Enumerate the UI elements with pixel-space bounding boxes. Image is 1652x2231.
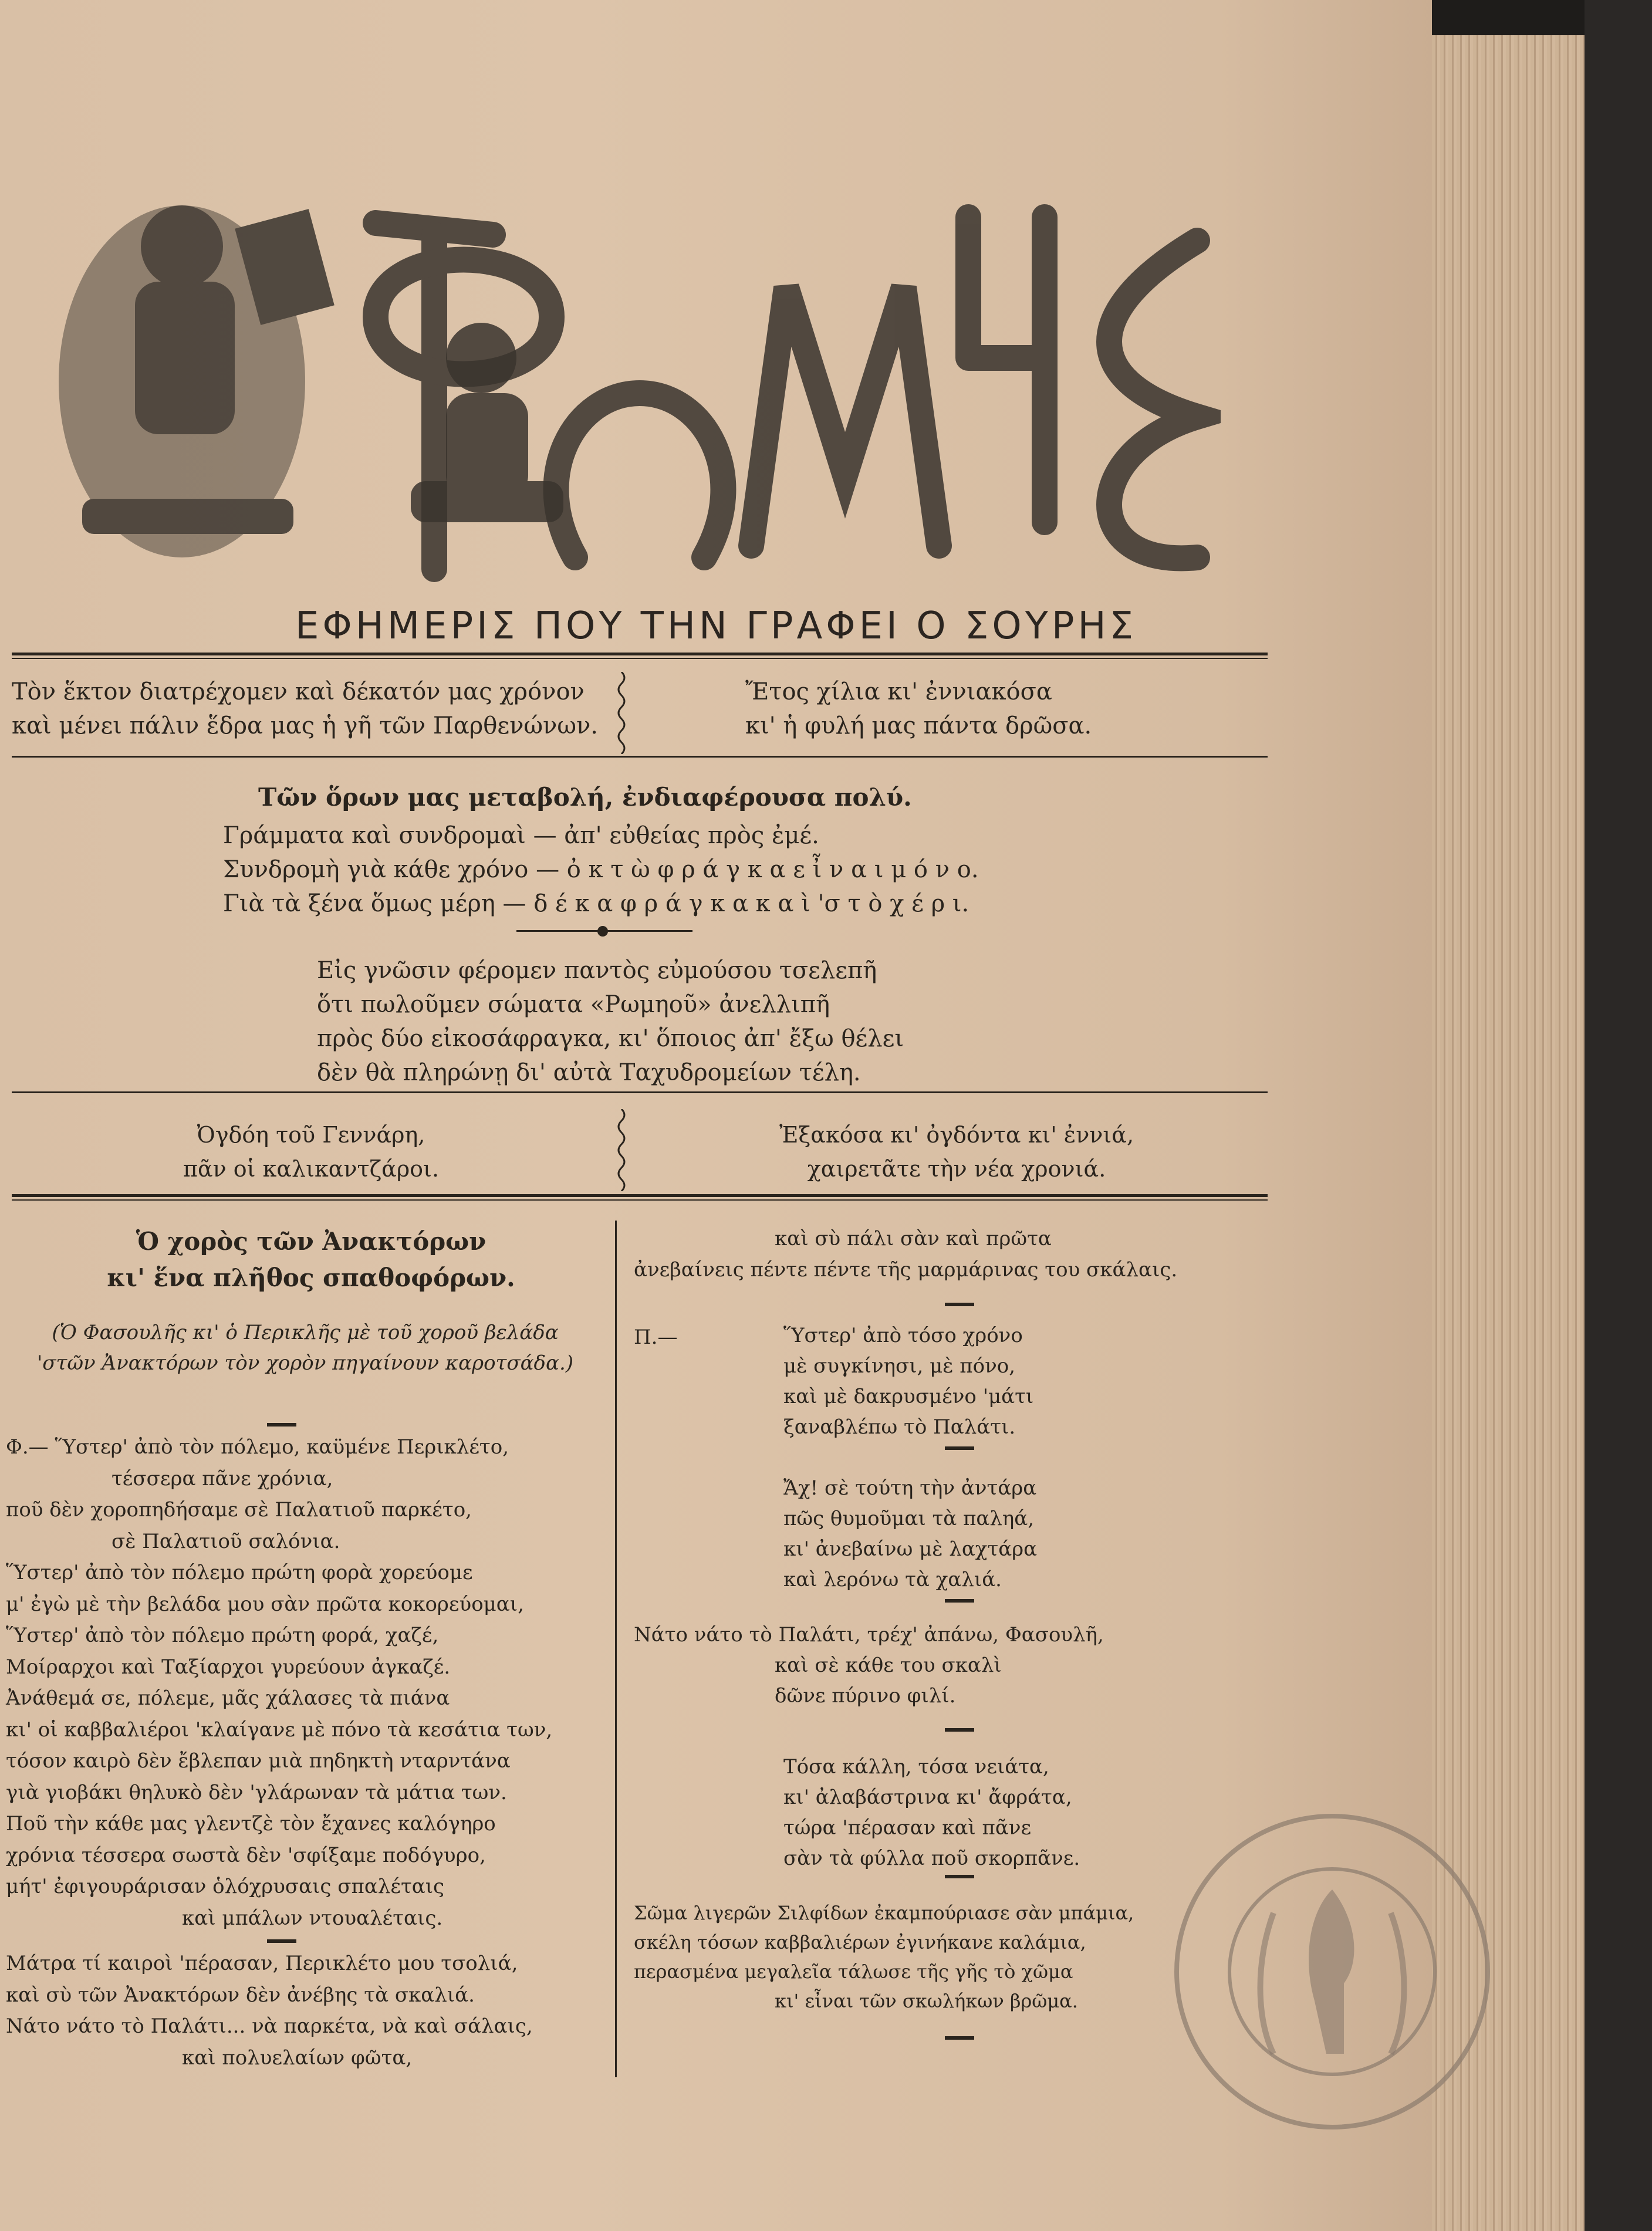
right-stanza-3: Νάτο νάτο τὸ Παλάτι, τρέχ' ἀπάνω, Φασουλῆ, καὶ σὲ κάθε του σκαλὶ δῶνε πύρινο φιλί.	[634, 1623, 1104, 1708]
left-stanza-2: Μάτρα τί καιροὶ 'πέρασαν, Περικλέτο μου τσολιά, καὶ σὺ τῶν Ἀνακτόρων δὲν ἀνέβης τὰ σκαλιά. Νάτο νάτο τὸ Παλάτι... νὰ παρκέτα, νὰ καὶ σάλαις, καὶ πολυελαίων φῶτα,	[6, 1952, 533, 2070]
dash	[945, 1875, 974, 1878]
dash	[945, 1446, 974, 1450]
rule	[12, 658, 1268, 659]
rule	[12, 1091, 1268, 1093]
header-right: Ἔτος χίλια κι' ἐννιακόσα κι' ἡ φυλή μας πάντα δρῶσα.	[745, 678, 1092, 739]
dash	[267, 1423, 296, 1427]
rule	[12, 1194, 1268, 1197]
left-stanza-1: Φ.— Ὕστερ' ἀπὸ τὸν πόλεμο, καϋμένε Περικλέτο, τέσσερα πᾶνε χρόνια, ποῦ δὲν χοροπηδήσαμε σὲ Παλατιοῦ παρκέτο, σὲ Παλατιοῦ σαλόνια. Ὕστερ' ἀπὸ τὸν πόλεμο πρώτη φορὰ χορεύομε μ' ἐγὼ μὲ τὴν βελάδα μου σὰν πρῶτα κοκορεύομαι, Ὕστερ' ἀπὸ τὸν πόλεμο πρώτη φορά, χαζέ, Μοίραρχοι καὶ Ταξίαρχοι γυρεύουν ἀγκαζέ. Ἀνάθεμά σε, πόλεμε, μᾶς χάλασες τὰ πιάνα κι' οἱ καββαλιέροι 'κλαίγανε μὲ πόνο τὰ κεσάτια των, τόσον καιρὸ δὲν ἔβλεπαν μιὰ πηδηκτὴ νταρντάνα γιὰ γιοβάκι θηλυκὸ δὲν 'γλάρωναν τὰ μάτια των. Ποῦ τὴν κάθε μας γλεντζὲ τὸν ἔχανες καλόγηρο χρόνια τέσσερα σωστὰ δὲν 'σφίξαμε ποδόγυρο, μήτ' ἐφιγουράρισαν ὁλόχρυσαις σπαλέταις καὶ μπάλων ντουαλέταις.	[6, 1435, 553, 1930]
date-right: Ἐξακόσα κι' ὀγδόντα κι' ἐννιά, χαιρετᾶτε τὴν νέα χρονιά.	[779, 1122, 1134, 1182]
right-stanza-1: Ὕστερ' ἀπὸ τόσο χρόνο μὲ συγκίνησι, μὲ πόνο, καὶ μὲ δακρυσμένο 'μάτι ξαναβλέπω τὸ Παλάτι.	[783, 1324, 1034, 1439]
dash	[945, 1728, 974, 1732]
notice: Εἰς γνῶσιν φέρομεν παντὸς εὐμούσου τσελεπῆ ὅτι πωλοῦμεν σώματα «Ρωμηοῦ» ἀνελλιπῆ πρὸς δύο εἰκοσάφραγκα, κι' ὅποιος ἀπ' ἔξω θέλει δὲν θὰ πληρώνῃ δι' αὐτὰ Ταχυδρομείων τέλη.	[317, 957, 904, 1086]
column-divider	[615, 1221, 617, 2077]
dash	[945, 2036, 974, 2040]
article-title: Ὁ χορὸς τῶν Ἀνακτόρων κι' ἕνα πλῆθος σπαθοφόρων.	[107, 1227, 515, 1292]
library-stamp	[1168, 1807, 1496, 2136]
speaker-label: Π.—	[634, 1326, 678, 1349]
terms-heading: Τῶν ὅρων μας μεταβολή, ἐνδιαφέρουσα πολύ.	[258, 783, 912, 812]
book-cover	[1585, 0, 1652, 2231]
divider	[615, 1109, 628, 1191]
rule	[12, 1199, 1268, 1201]
right-stanza-5: Σῶμα λιγερῶν Σιλφίδων ἐκαμπούριασε σὰν μπάμια, σκέλη τόσων καββαλιέρων ἐγινήκανε καλάμια, περασμένα μεγαλεῖα τάλωσε τῆς γῆς τὸ χῶμα κι' εἶναι τῶν σκωλήκων βρῶμα.	[634, 1902, 1134, 2012]
rule	[12, 756, 1268, 758]
right-stanza-4: Τόσα κάλλη, τόσα νειάτα, κι' ἀλαβάστρινα κι' ἄφράτα, τώρα 'πέρασαν καὶ πᾶνε σὰν τὰ φύλλα ποῦ σκορπᾶνε.	[783, 1755, 1080, 1870]
dash	[945, 1599, 974, 1603]
dash	[267, 1939, 296, 1943]
date-left: Ὀγδόη τοῦ Γεννάρη, πᾶν οἱ καλικαντζάροι.	[183, 1122, 440, 1182]
rule	[12, 653, 1268, 655]
masthead-illustration	[47, 170, 1221, 593]
right-stanza-2: Ἄχ! σὲ τούτη τὴν ἀντάρα πῶς θυμοῦμαι τὰ παληά, κι' ἀνεβαίνω μὲ λαχτάρα καὶ λερόνω τὰ χαλιά.	[783, 1476, 1038, 1591]
header-left: Τὸν ἕκτον διατρέχομεν καὶ δέκατόν μας χρόνον καὶ μένει πάλιν ἕδρα μας ἡ γῆ τῶν Παρθενώνων.	[12, 678, 599, 739]
dash	[945, 1303, 974, 1306]
divider	[615, 672, 628, 754]
subtitle: ΕΦΗΜΕΡΙΣ ΠΟΥ ΤΗΝ ΓΡΑΦΕΙ Ο ΣΟΥΡΗΣ	[295, 604, 1137, 648]
right-top: καὶ σὺ πάλι σὰν καὶ πρῶτα ἀνεβαίνεις πέντε πέντε τῆς μαρμάρινας του σκάλαις.	[634, 1227, 1178, 1282]
terms-lines: Γράμματα καὶ συνδρομαὶ — ἀπ' εὐθείας πρὸς ἐμέ. Συνδρομὴ γιὰ κάθε χρόνο — ὀ κ τ ὼ φ ρ ά γ κ α ε ἶ ν α ι μ ό ν ο. Γιὰ τὰ ξένα ὅμως μέρη — δ έ κ α φ ρ ά γ κ α κ α ὶ 'σ τ ὸ χ έ ρ ι.	[223, 822, 979, 917]
article-intro: (Ὁ Φασουλῆς κι' ὁ Περικλῆς μὲ τοῦ χοροῦ βελάδα 'στῶν Ἀνακτόρων τὸν χορὸν πηγαίνουν καροτσάδα.)	[36, 1321, 574, 1375]
ornament-dot	[597, 926, 608, 937]
